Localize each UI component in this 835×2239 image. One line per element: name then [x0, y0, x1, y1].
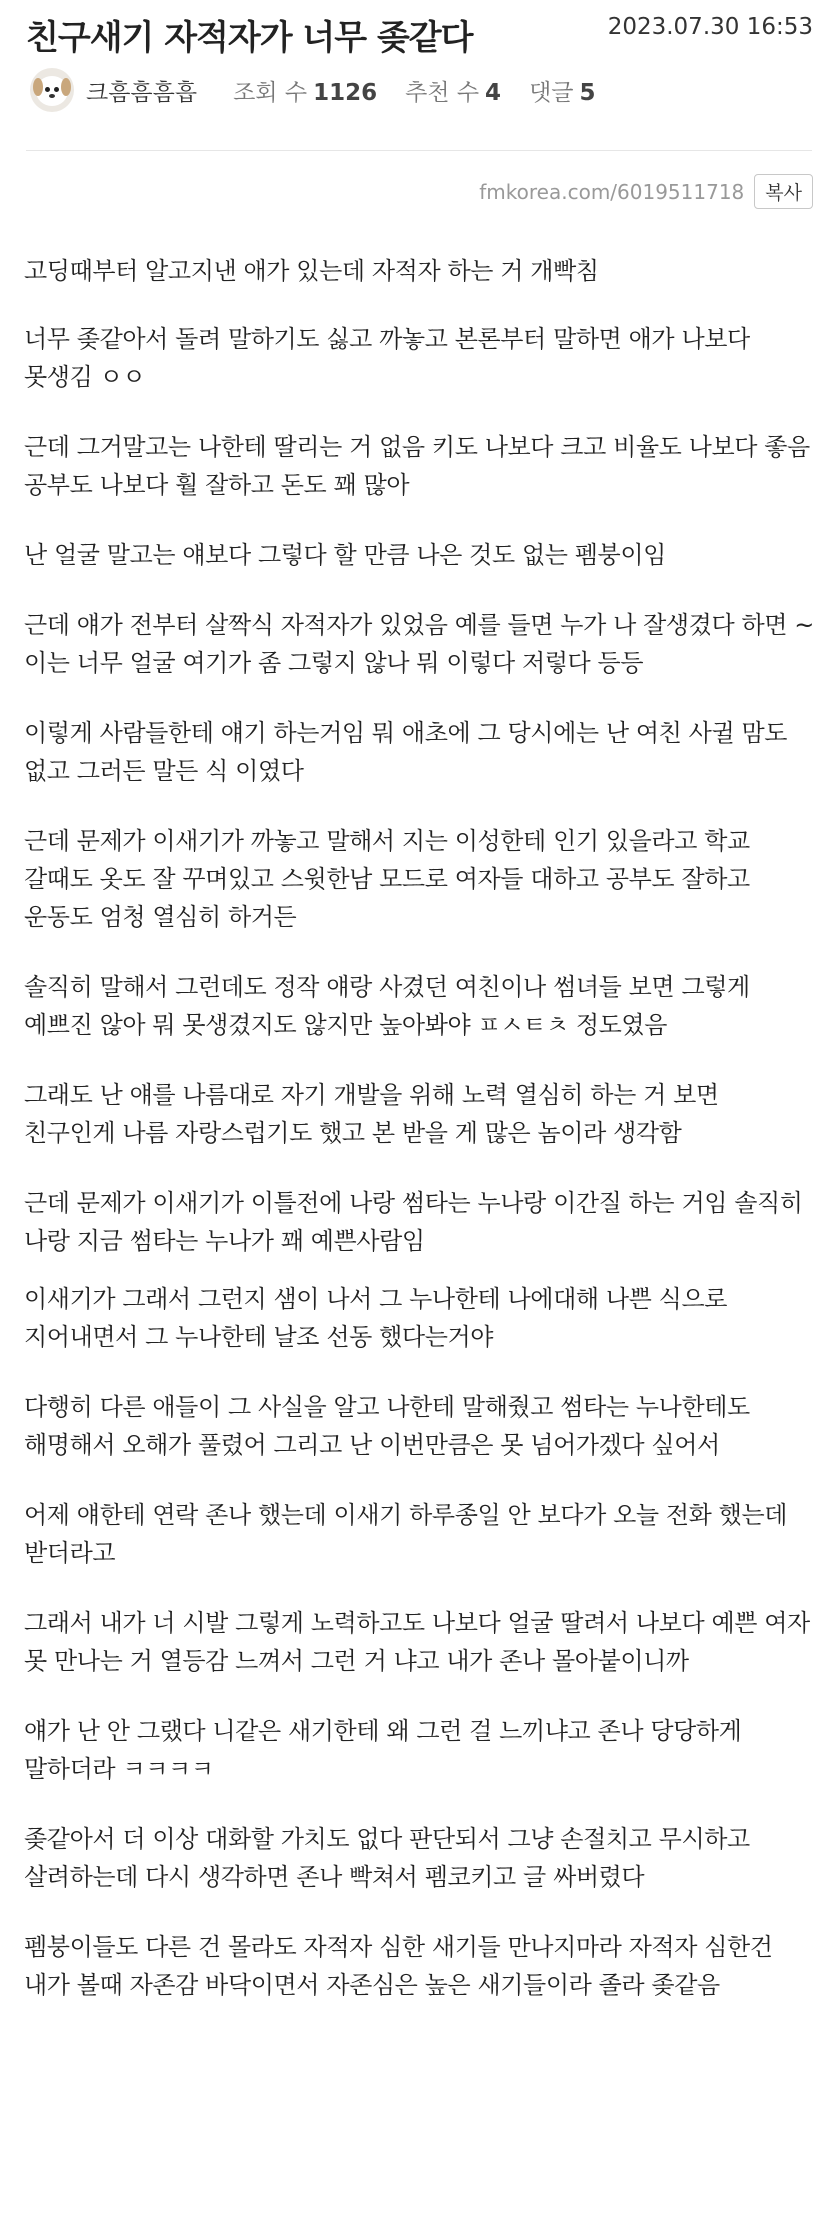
- paragraph: 펨붕이들도 다른 건 몰라도 자적자 심한 새기들 만나지마라 자적자 심한건 내가 볼때 자존감 바닥이면서 자존심은 높은 새기들이라 졸라 좆같음: [24, 1933, 773, 1999]
- paragraph: 솔직히 말해서 그런데도 정작 얘랑 사겼던 여친이나 썸녀들 보면 그렇게 예쁘진 않아 뭐 못생겼지도 않지만 높아봐야 ㅍㅅㅌㅊ 정도였음: [24, 973, 750, 1039]
- views-label: 조회 수: [233, 79, 308, 106]
- recommend-label: 추천 수: [405, 79, 480, 106]
- paragraph: 어제 얘한테 연락 존나 했는데 이새기 하루종일 안 보다가 오늘 전화 했는데 받더라고: [24, 1501, 788, 1567]
- recommend-count: 4: [485, 79, 502, 106]
- comments-label: 댓글: [529, 79, 574, 106]
- views-count: 1126: [313, 79, 378, 106]
- paragraph: 너무 좆같아서 돌려 말하기도 싫고 까놓고 본론부터 말하면 애가 나보다 못생김 ㅇㅇ: [24, 325, 750, 391]
- avatar-ear-right: [61, 78, 71, 96]
- avatar-nose: [49, 94, 55, 98]
- post-meta: [30, 68, 624, 112]
- views-stat: [233, 74, 377, 107]
- paragraph: 고딩때부터 알고지낸 애가 있는데 자적자 하는 거 개빡침: [24, 257, 599, 285]
- post-date: 2023.07.30 16:53: [607, 14, 813, 40]
- post-url-row: [479, 174, 813, 209]
- post-url[interactable]: fmkorea.com/6019511718: [479, 179, 745, 204]
- recommend-stat: [405, 74, 501, 107]
- avatar-eye-left: [45, 87, 50, 92]
- paragraph: 그래서 내가 너 시발 그렇게 노력하고도 나보다 얼굴 딸려서 나보다 예쁜 여자 못 만나는 거 열등감 느껴서 그런 거 냐고 내가 존나 몰아붙이니까: [24, 1609, 810, 1675]
- paragraph: 이새기가 그래서 그런지 샘이 나서 그 누나한테 나에대해 나쁜 식으로 지어내면서 그 누나한테 날조 선동 했다는거야: [24, 1285, 728, 1351]
- dog-avatar-icon[interactable]: [30, 68, 74, 112]
- copy-url-button[interactable]: 복사: [754, 174, 813, 209]
- paragraph: 그래도 난 얘를 나름대로 자기 개발을 위해 노력 열심히 하는 거 보면 친구인게 나름 자랑스럽기도 했고 본 받을 게 많은 놈이라 생각함: [24, 1081, 719, 1147]
- paragraph: 근데 문제가 이새기가 까놓고 말해서 지는 이성한테 인기 있을라고 학교 갈때도 옷도 잘 꾸며있고 스윗한남 모드로 여자들 대하고 공부도 잘하고 운동도 엄청 열심히 하거든: [24, 827, 750, 931]
- paragraph: 좆같아서 더 이상 대화할 가치도 없다 판단되서 그냥 손절치고 무시하고 살려하는데 다시 생각하면 존나 빡쳐서 펨코키고 글 싸버렸다: [24, 1825, 750, 1891]
- post-header: [0, 0, 835, 150]
- avatar-ear-left: [33, 78, 43, 96]
- comments-count: 5: [579, 79, 596, 106]
- header-divider: [26, 150, 812, 151]
- post-body: [24, 252, 814, 2004]
- paragraph: 근데 그거말고는 나한테 딸리는 거 없음 키도 나보다 크고 비율도 나보다 좋음 공부도 나보다 훨 잘하고 돈도 꽤 많아: [24, 433, 810, 499]
- avatar-eye-right: [54, 87, 59, 92]
- post-title: 친구새기 자적자가 너무 좆같다: [26, 18, 473, 58]
- paragraph: 근데 얘가 전부터 살짝식 자적자가 있었음 예를 들면 누가 나 잘생겼다 하면 ~이는 너무 얼굴 여기가 좀 그렇지 않나 뭐 이렇다 저렇다 등등: [24, 611, 814, 677]
- paragraph: 다행히 다른 애들이 그 사실을 알고 나한테 말해줬고 썸타는 누나한테도 해명해서 오해가 풀렸어 그리고 난 이번만큼은 못 넘어가겠다 싶어서: [24, 1393, 750, 1459]
- paragraph: 난 얼굴 말고는 얘보다 그렇다 할 만큼 나은 것도 없는 펨붕이임: [24, 541, 666, 569]
- author-name[interactable]: 크흠흠흠흡: [86, 79, 198, 106]
- paragraph: 이렇게 사람들한테 얘기 하는거임 뭐 애초에 그 당시에는 난 여친 사귈 맘도 없고 그러든 말든 식 이였다: [24, 719, 788, 785]
- paragraph: 얘가 난 안 그랬다 니같은 새기한테 왜 그런 걸 느끼냐고 존나 당당하게 말하더라 ㅋㅋㅋㅋ: [24, 1717, 742, 1783]
- paragraph: 근데 문제가 이새기가 이틀전에 나랑 썸타는 누나랑 이간질 하는 거임 솔직히 나랑 지금 썸타는 누나가 꽤 예쁜사람임: [24, 1189, 803, 1255]
- comments-stat[interactable]: [529, 74, 595, 107]
